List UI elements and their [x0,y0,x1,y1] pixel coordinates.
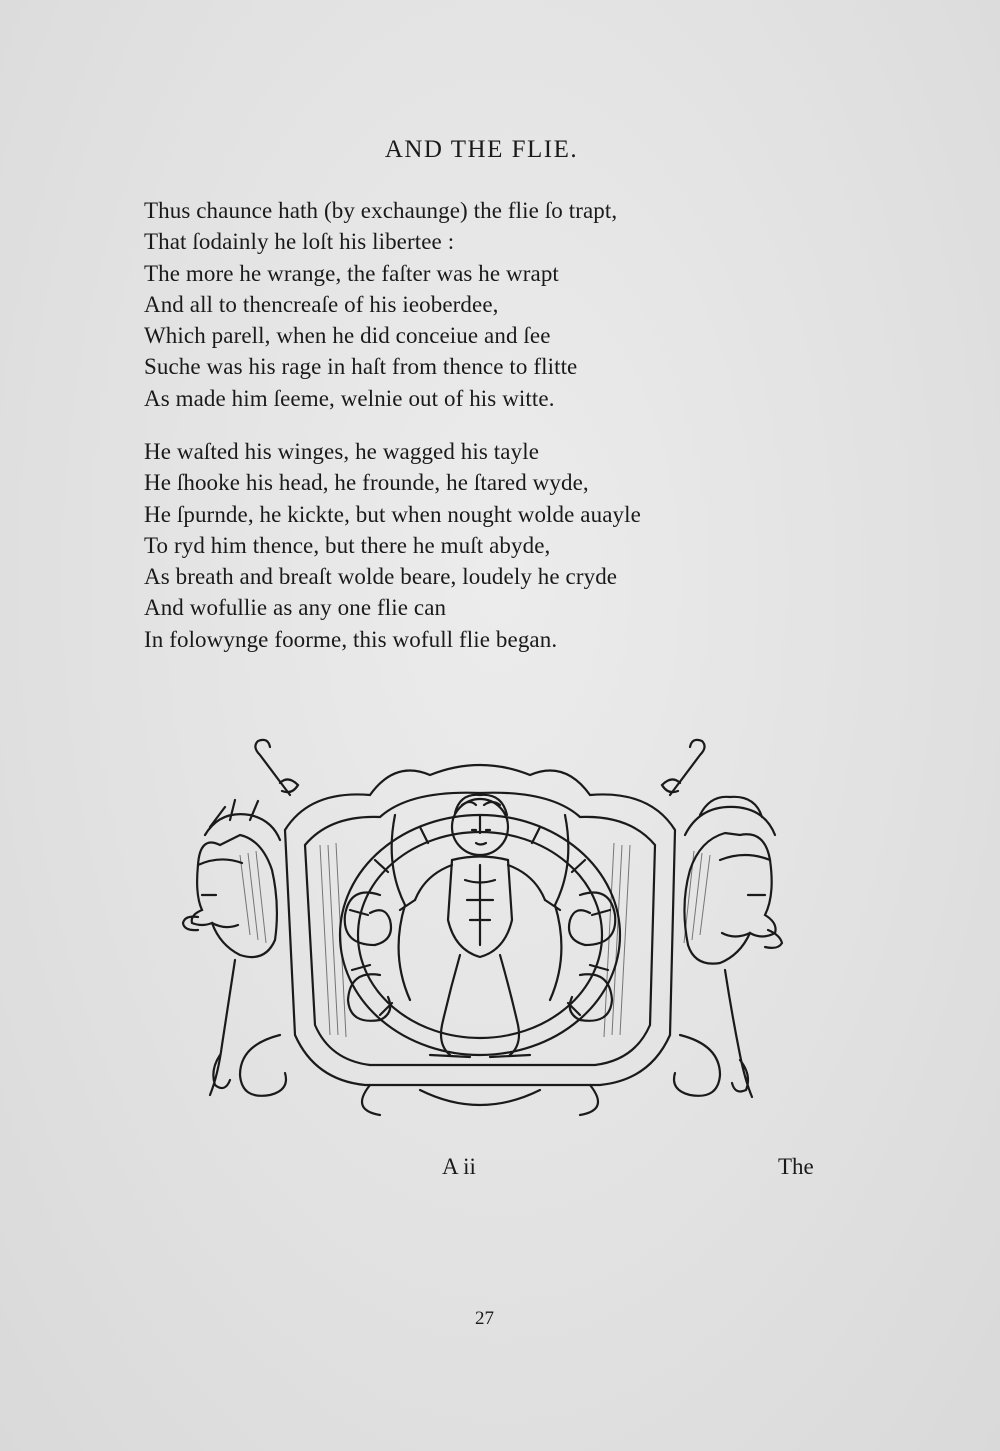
catchword: The [778,1154,814,1179]
verse-line: That ſodainly he loſt his libertee : [144,229,455,255]
stanza-1 [144,195,617,414]
verse-line: To ryd him thence, but there he muſt abyde, [144,532,551,558]
page-number: 27 [475,1308,494,1329]
verse-line: The more he wrange, the faſter was he wrapt [144,260,559,286]
verse-line: As breath and breaſt wolde beare, loudely he cryde [144,564,618,590]
verse-line: And all to thencreaſe of his ieoberdee, [144,291,499,317]
verse-line: Which parell, when he did conceiue and ſee [144,323,551,349]
signature-mark: A ii [442,1154,476,1179]
verse-line: Suche was his rage in haſt from thence to flitte [144,354,578,380]
verse-line: He ſpurnde, he kickte, but when nought wolde auayle [144,501,641,527]
verse-line: In folowynge foorme, this wofull flie began. [144,626,558,652]
verse-line: Thus chaunce hath (by exchaunge) the flie ſo trapt, [144,198,618,223]
page-title: AND THE FLIE. [384,136,579,163]
stanza-2 [144,436,641,655]
verse-line: And wofullie as any one flie can [144,595,447,621]
verse-line: He ſhooke his head, he frounde, he ſtared wyde, [144,470,589,496]
verse-line: As made him ſeeme, welnie out of his witte. [144,385,555,411]
woodcut-ornament [180,735,785,1120]
verse-line: He waſted his winges, he wagged his tayle [144,439,539,464]
